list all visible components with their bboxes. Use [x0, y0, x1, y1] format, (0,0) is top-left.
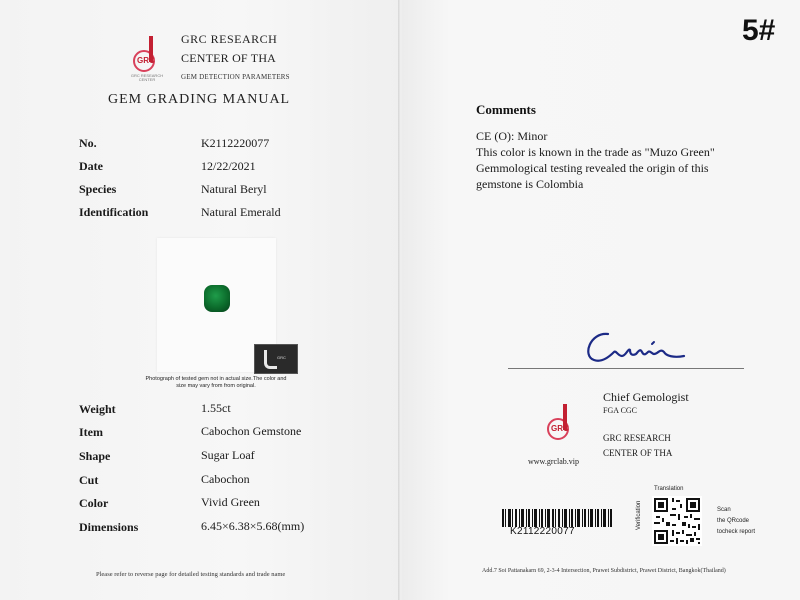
comment-line: CE (O): Minor — [476, 129, 548, 143]
qr-side-label: Verification — [636, 500, 642, 530]
signatory-credentials: FGA CGC — [603, 406, 638, 415]
org-name-line2: CENTER OF THA — [603, 448, 673, 458]
field-label-cut: Cut — [79, 473, 99, 487]
field-value-dimensions: 6.45×6.38×5.68(mm) — [201, 519, 305, 533]
scan-line: the QRcode — [717, 518, 750, 524]
scan-instructions — [717, 505, 755, 538]
logo-text: GRC — [137, 56, 155, 65]
signature-image — [580, 326, 690, 366]
photo-mini-logo-card — [254, 344, 298, 374]
field-label-dimensions: Dimensions — [79, 520, 139, 534]
page-number-label: 5# — [742, 14, 776, 47]
field-label-shape: Shape — [79, 449, 111, 463]
field-label-species: Species — [79, 182, 117, 196]
photo-caption: Photograph of tested gem not in actual size.The color and size may vary from from original. — [145, 376, 287, 389]
field-value-shape: Sugar Loaf — [201, 448, 255, 462]
mini-logo-text: GRC — [277, 355, 286, 360]
left-footer-note: Please refer to reverse page for detailed testing standards and trade name — [96, 571, 286, 578]
field-label-identification: Identification — [79, 205, 149, 219]
mini-logo-icon — [264, 350, 277, 369]
org-name-line1: GRC RESEARCH — [603, 433, 671, 443]
address-footer: Add.7 Soi Pattanakarn 69, 2-3-4 Intersection, Prawet Subdistrict, Prawet District, Bangkok(Thailand) — [482, 568, 726, 574]
grc-logo-small — [541, 404, 581, 450]
barcode-number: K2112220077 — [510, 526, 575, 537]
field-value-species: Natural Beryl — [201, 182, 267, 196]
field-value-color: Vivid Green — [201, 495, 260, 509]
comment-line: This color is known in the trade as "Muzo Green" — [476, 145, 715, 159]
barcode-image — [502, 509, 612, 527]
field-label-number: No. — [79, 136, 97, 150]
logo-small-text: GRC RESEARCH CENTER — [130, 73, 164, 82]
signature-line — [508, 368, 744, 369]
qr-top-label: Translation — [654, 486, 684, 492]
field-label-color: Color — [79, 496, 109, 510]
field-value-date: 12/22/2021 — [201, 159, 256, 173]
emerald-gem-image — [204, 285, 230, 312]
comment-line: gemstone is Colombia — [476, 177, 584, 191]
scan-line: tocheck report — [717, 529, 756, 535]
field-value-number: K2112220077 — [201, 136, 270, 150]
field-value-weight: 1.55ct — [201, 401, 231, 415]
comments-heading: Comments — [476, 102, 536, 117]
signatory-title: Chief Gemologist — [603, 390, 689, 404]
brand-name-line2: CENTER OF THA — [181, 51, 277, 65]
field-value-item: Cabochon Gemstone — [201, 424, 302, 438]
brand-tagline: GEM DETECTION PARAMETERS — [181, 73, 290, 81]
brand-name-line1: GRC RESEARCH — [181, 32, 278, 46]
qr-code-image[interactable] — [652, 496, 702, 546]
logo-text: GRC — [551, 424, 569, 433]
scan-line: Scan — [717, 507, 731, 513]
website-link[interactable]: www.grclab.vip — [528, 457, 580, 466]
document-title: GEM GRADING MANUAL — [108, 92, 291, 107]
grc-logo — [127, 36, 167, 82]
comment-line: Gemmological testing revealed the origin of this — [476, 161, 709, 175]
field-value-cut: Cabochon — [201, 472, 250, 486]
field-label-weight: Weight — [79, 402, 116, 416]
field-label-date: Date — [79, 159, 103, 173]
field-value-identification: Natural Emerald — [201, 205, 281, 219]
field-label-item: Item — [79, 425, 103, 439]
